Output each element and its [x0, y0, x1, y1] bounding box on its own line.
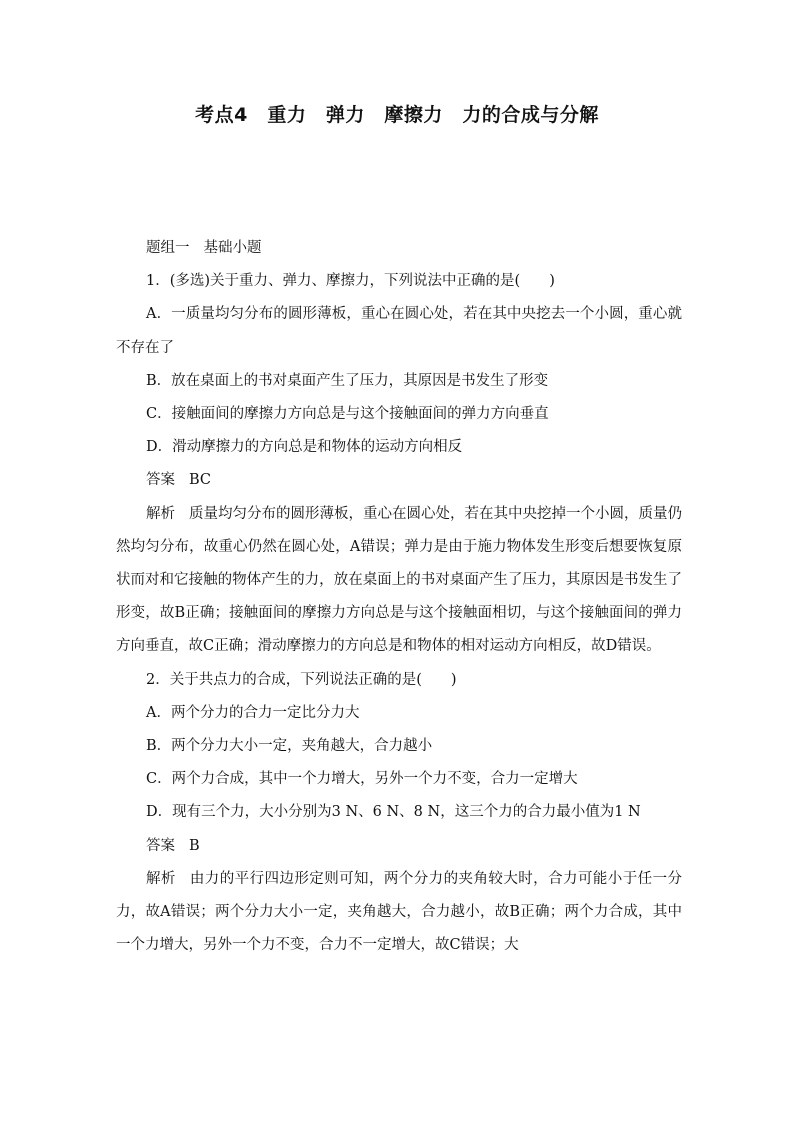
question-2-answer	[116, 830, 682, 863]
question-1-analysis	[116, 498, 682, 664]
analysis-text: 由力的平行四边形定则可知，两个分力的夹角较大时，合力可能小于任一分力，故A错误；两个分力大小一定，夹角越大，合力越小，故B正确；两个力合成，其中一个力增大，另外一个力不变，合力不一定增大，故C错误；大	[116, 870, 683, 954]
question-1-option-d: D．滑动摩擦力的方向总是和物体的运动方向相反	[146, 439, 463, 456]
answer-label: 答案	[146, 472, 175, 489]
question-1-answer	[116, 464, 682, 497]
answer-label: 答案	[146, 837, 175, 854]
answer-value: BC	[189, 472, 212, 489]
group-heading	[116, 232, 682, 265]
question-1-option-b: B．放在桌面上的书对桌面产生了压力，其原因是书发生了形变	[146, 372, 549, 389]
question-2-option-d: D．现有三个力，大小分别为3 N、6 N、8 N，这三个力的合力最小值为1 N	[146, 804, 641, 821]
group-name: 基础小题	[203, 240, 262, 256]
question-2-option-b: B．两个分力大小一定，夹角越大，合力越小	[146, 738, 433, 755]
question-2-analysis	[116, 863, 682, 963]
group-label: 题组一	[146, 240, 190, 256]
document-body	[116, 232, 682, 962]
question-2-option-a: A．两个分力的合力一定比分力大	[146, 704, 360, 721]
question-2-stem: 2．关于共点力的合成，下列说法正确的是( )	[146, 671, 457, 688]
page-title: 考点4 重力 弹力 摩擦力 力的合成与分解	[195, 104, 599, 126]
question-1-stem: 1．(多选)关于重力、弹力、摩擦力，下列说法中正确的是( )	[146, 273, 555, 290]
question-1-option-c: C．接触面间的摩擦力方向总是与这个接触面间的弹力方向垂直	[146, 406, 549, 423]
analysis-label: 解析	[146, 870, 176, 887]
answer-value: B	[189, 837, 200, 854]
analysis-text: 质量均匀分布的圆形薄板，重心在圆心处，若在其中央挖掉一个小圆，质量仍然均匀分布，故重心仍然在圆心处，A错误；弹力是由于施力物体发生形变后想要恢复原状而对和它接触的物体产生的力，放在桌面上的书对桌面产生了压力，其原因是书发生了形变，故B正确；接触面间的摩擦力方向总是与这个接触面相切，与这个接触面间的弹力方向垂直，故C正确；滑动摩擦力的方向总是和物体的相对运动方向相反，故D错误。	[116, 505, 682, 655]
analysis-label: 解析	[146, 505, 175, 522]
question-2-option-c: C．两个力合成，其中一个力增大，另外一个力不变，合力一定增大	[146, 771, 578, 788]
question-1-option-a: A．一质量均匀分布的圆形薄板，重心在圆心处，若在其中央挖去一个小圆，重心就不存在了	[116, 306, 682, 356]
